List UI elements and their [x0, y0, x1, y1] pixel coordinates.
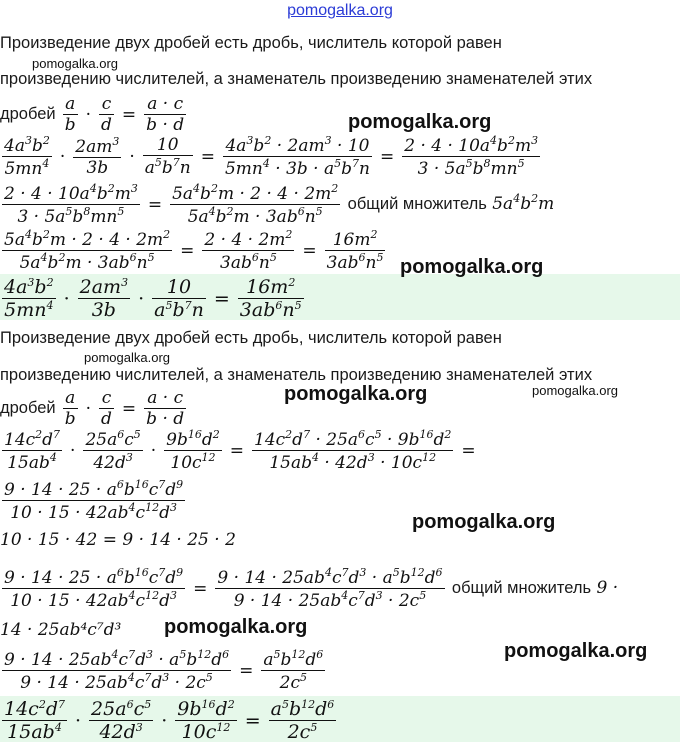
rule-line-3b	[0, 388, 188, 429]
watermark: pomogalka.org	[284, 383, 428, 405]
watermark: pomogalka.org	[400, 256, 544, 278]
rule-line-1b: Произведение двух дробей есть дробь, числитель которой равен	[0, 329, 502, 347]
watermark: pomogalka.org	[532, 383, 618, 398]
watermark: pomogalka.org	[504, 640, 648, 662]
rule-line-2: произведению числителей, а знаменатель произведению знаменателей этих	[0, 70, 593, 88]
equation-1: $\frac{4a^3b^2}{5mn^4}$ · $\frac{2am^3}{3b}$ · $\frac{10}{a^5b^7n}$ = $\frac{4a^3b^2 \cdot 2am^3 \cdot 10}{5mn^4 \cdot 3b \cdot a^5b^7n}$ = $\frac{2 \cdot 4 \cdot 10a^4b^2m^3}{3 \cdot 5a^5b^8mn^5}$	[4, 134, 539, 179]
common-factor-continuation: 14 · 25ab⁴c⁷d³	[0, 620, 122, 640]
common-factor-prefix: 9 ·	[596, 578, 619, 598]
watermark: pomogalka.org	[164, 616, 308, 638]
answer-1: $\frac{4a^3b^2}{5mn^4}$ · $\frac{2am^3}{3b}$ · $\frac{10}{a^5b^7n}$ = $\frac{16m^2}{3ab^6n^5}$	[4, 276, 302, 321]
equation-3: $\frac{5a^4b^2m \cdot 2 \cdot 4 \cdot 2m^2}{5a^4b^2m \cdot 3ab^6n^5}$ = $\frac{2 \cdot 4 \cdot 2m^2}{3ab^6n^5}$ = $\frac{16m^2}{3ab^6n^5}$	[4, 228, 384, 273]
answer-2: $\frac{14c^2d^7}{15ab^4}$ · $\frac{25a^6c^5}{42d^3}$ · $\frac{9b^{16}d^2}{10c^{12}}$ = $\frac{a^5b^{12}d^6}{2c^5}$	[4, 698, 335, 743]
common-factor-label: общий множитель	[347, 195, 487, 213]
common-factor-value: $5a^4b^2m$	[492, 192, 555, 214]
equation-2: $\frac{2 \cdot 4 \cdot 10a^4b^2m^3}{3 \cdot 5a^5b^8mn^5}$ = $\frac{5a^4b^2m \cdot 2 \cdot 4 \cdot 2m^2}{5a^4b^2m \cdot 3ab^6n^5}$ общий множитель $5a^4b^2m$	[4, 182, 555, 227]
watermark: pomogalka.org	[32, 56, 118, 71]
common-factor-label: общий множитель	[451, 579, 592, 597]
rule-line-3	[0, 94, 188, 135]
rule-word: дробей	[0, 105, 56, 123]
rule-formula: $\frac{a}{b}$ · $\frac{c}{d}$ = $\frac{a \cdot c}{b \cdot d}$	[64, 388, 185, 429]
rule-line-2b: произведению числителей, а знаменатель произведению знаменателей этих	[0, 366, 593, 384]
equation-6: 10 · 15 · 42 = 9 · 14 · 25 · 2	[0, 530, 236, 550]
watermark: pomogalka.org	[84, 350, 170, 365]
equation-7: $\frac{9 \cdot 14 \cdot 25 \cdot a^6b^{16}c^7d^9}{10 \cdot 15 \cdot 42ab^4c^{12}d^3}$ = $\frac{9 \cdot 14 \cdot 25ab^4c^7d^3 \cdot a^5b^{12}d^6}{9 \cdot 14 \cdot 25ab^4c^7d^3 \cdot 2c^5}$ общий множитель 9 ·	[4, 566, 619, 611]
site-link[interactable]: pomogalka.org	[287, 2, 393, 19]
rule-line-1: Произведение двух дробей есть дробь, числитель которой равен	[0, 34, 502, 52]
watermark: pomogalka.org	[412, 511, 556, 533]
rule-formula: $\frac{a}{b}$ · $\frac{c}{d}$ = $\frac{a \cdot c}{b \cdot d}$	[64, 94, 185, 135]
watermark: pomogalka.org	[348, 111, 492, 133]
equation-8: $\frac{9 \cdot 14 \cdot 25ab^4c^7d^3 \cdot a^5b^{12}d^6}{9 \cdot 14 \cdot 25ab^4c^7d^3 \cdot 2c^5}$ = $\frac{a^5b^{12}d^6}{2c^5}$	[4, 648, 324, 693]
equation-4: $\frac{14c^2d^7}{15ab^4}$ · $\frac{25a^6c^5}{42d^3}$ · $\frac{9b^{16}d^2}{10c^{12}}$ = $\frac{14c^2d^7 \cdot 25a^6c^5 \cdot 9b^{16}d^2}{15ab^4 \cdot 42d^3 \cdot 10c^{12}}$ =	[4, 428, 476, 473]
equation-5: $\frac{9 \cdot 14 \cdot 25 \cdot a^6b^{16}c^7d^9}{10 \cdot 15 \cdot 42ab^4c^{12}d^3}$	[4, 478, 184, 523]
rule-word: дробей	[0, 399, 56, 417]
